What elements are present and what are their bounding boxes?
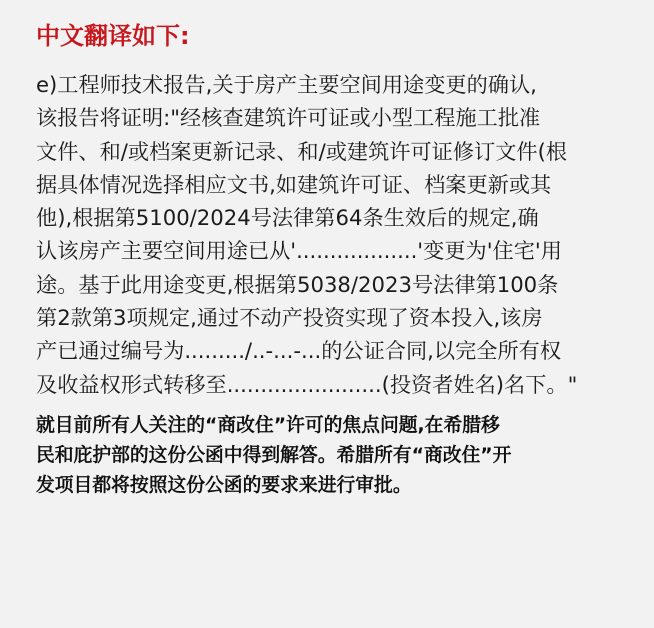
summary-line: 发项目都将按照这份公函的要求来进行审批。 (36, 474, 412, 496)
summary-paragraph (36, 411, 632, 501)
summary-line: 就目前所有人关注的“商改住”许可的焦点问题,在希腊移 (36, 414, 500, 436)
clause-line: 据具体情况选择相应文书,如建筑许可证、档案更新或其 (36, 171, 552, 197)
clause-line: 他),根据第5100/2024号法律第64条生效后的规定,确 (36, 205, 539, 231)
clause-line: 途。基于此用途变更,根据第5038/2023号法律第100条 (36, 271, 559, 297)
translated-clause (36, 68, 632, 401)
clause-line: e)工程师技术报告,关于房产主要空间用途变更的确认, (36, 72, 537, 97)
clause-line: 文件、和/或档案更新记录、和/或建筑许可证修订文件(根 (36, 138, 568, 164)
clause-line: 该报告将证明:"经核查建筑许可证或小型工程施工批准 (36, 105, 541, 131)
clause-line: 认该房产主要空间用途已从'..................'变更为'住宅'用 (36, 238, 562, 264)
clause-line: 产已通过编号为........./..-...-...的公证合同,以完全所有权 (36, 338, 562, 364)
clause-line: 第2款第3项规定,通过不动产投资实现了资本投入,该房 (36, 305, 543, 331)
clause-line: 及收益权形式转移至.......................(投资者姓名)名下。" (36, 371, 578, 397)
translation-heading: 中文翻译如下: (36, 22, 190, 50)
summary-line: 民和庇护部的这份公函中得到解答。希腊所有“商改住”开 (36, 444, 512, 466)
